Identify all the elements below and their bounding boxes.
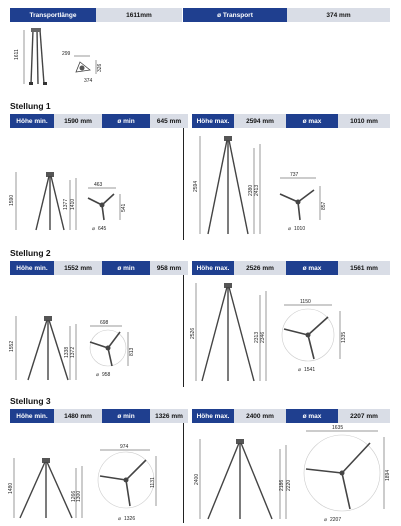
s1-min-d-label: ø min [102,114,150,128]
transport-length-value: 1611mm [96,8,182,22]
s2-min-height-label: Höhe min. [10,261,54,275]
svg-text:⌀: ⌀ [288,226,292,232]
s1-max-height-value: 2594 mm [234,114,286,128]
s2-max-height-label: Höhe max. [192,261,234,275]
s3-max-height-dim: 2400 [194,473,200,485]
s1-max-h-dim: 857 [321,201,327,210]
s1-min-h-dim: 541 [121,203,127,212]
svg-text:⌀: ⌀ [92,226,96,232]
transport-diagram [4,26,124,92]
s2-max-diagram [186,277,391,389]
s1-min-d-value: 645 mm [150,114,188,128]
s3-min-height-value: 1480 mm [54,409,102,423]
s2-min-d-label: ø min [102,261,150,275]
s1-min-h2-dim: 1377 [63,198,69,210]
s3-max-d-value: 2207 mm [338,409,390,423]
s3-min-diagram [4,436,179,524]
stellung-1-bar [10,114,390,128]
s2-min-h3-dim: 1372 [70,346,76,358]
s3-min-d-label: ø min [102,409,150,423]
s1-max-h3-dim: 2413 [254,184,260,196]
s3-max-d-dim: 2207 [330,517,342,523]
s1-min-height-dim: 1590 [9,194,15,206]
stellung-3-bar [10,409,390,423]
s2-min-height-dim: 1552 [9,340,15,352]
s1-min-d-dim: 645 [98,226,107,232]
s2-min-h-dim: 813 [129,347,135,356]
s2-divider [183,275,184,387]
transport-diameter-label: ø Transport [183,8,287,22]
s3-min-w-dim: 974 [120,444,129,450]
s2-max-h2-dim: 2313 [254,331,260,343]
s3-min-height-dim: 1480 [8,482,14,494]
s2-max-w-dim: 1150 [300,299,311,305]
s2-min-w-dim: 698 [100,320,109,326]
s1-max-diagram [186,130,391,242]
s2-min-d-value: 958 mm [150,261,188,275]
s3-min-d-dim: 1326 [124,516,136,522]
s3-min-d-value: 1326 mm [150,409,188,423]
s2-max-h-dim: 1335 [341,331,347,343]
s3-max-h-dim: 1894 [385,469,391,481]
transport-height-label: 1611 [14,49,20,60]
s1-max-height-dim: 2594 [193,180,199,192]
s2-max-height-dim: 2526 [190,327,196,339]
transport-length-label: Transportlänge [10,8,96,22]
stellung-2-title: Stellung 2 [10,248,51,258]
s3-max-h3-dim: 2220 [286,479,292,491]
s1-max-w-dim: 737 [290,172,299,178]
stellung-2-bar [10,261,390,275]
transport-h1-label: 326 [97,63,103,72]
s3-max-diagram [186,423,396,525]
s3-max-height-label: Höhe max. [192,409,234,423]
s2-max-d-label: ø max [286,261,338,275]
s2-max-d-dim: 1541 [304,367,316,373]
s2-max-h3-dim: 2346 [260,331,266,343]
transport-bar [10,8,390,22]
transport-d-label: 374 [84,78,93,84]
s1-max-height-label: Höhe max. [192,114,234,128]
svg-text:⌀: ⌀ [324,517,328,523]
s2-min-d-dim: 958 [102,372,111,378]
s2-min-h2-dim: 1338 [64,346,70,358]
s3-divider [183,423,184,523]
s3-min-height-label: Höhe min. [10,409,54,423]
s1-min-diagram [4,150,179,240]
s3-min-h2-dim: 1266 [71,490,77,502]
svg-text:⌀: ⌀ [96,372,100,378]
s2-max-height-value: 2526 mm [234,261,286,275]
svg-text:⌀: ⌀ [298,367,302,373]
s3-max-w-dim: 1635 [332,425,344,431]
s3-max-height-value: 2400 mm [234,409,286,423]
s2-min-height-value: 1552 mm [54,261,102,275]
s1-max-d-value: 1010 mm [338,114,390,128]
s1-max-d-label: ø max [286,114,338,128]
s1-max-h2-dim: 2380 [248,184,254,196]
s3-max-d-label: ø max [286,409,338,423]
s3-min-h3-dim: 1300 [76,490,82,502]
s1-max-d-dim: 1010 [294,226,306,232]
s3-min-h-dim: 1131 [150,477,156,488]
transport-w1-label: 299 [62,51,71,57]
transport-diameter-value: 374 mm [287,8,390,22]
s1-min-height-value: 1590 mm [54,114,102,128]
svg-text:⌀: ⌀ [118,516,122,522]
s3-max-h2-dim: 2186 [279,479,285,491]
s1-min-height-label: Höhe min. [10,114,54,128]
stellung-3-title: Stellung 3 [10,396,51,406]
s1-min-h3-dim: 1410 [70,198,76,210]
s1-divider [183,128,184,240]
s1-min-w-dim: 463 [94,182,103,188]
s2-min-diagram [4,296,179,388]
s2-max-d-value: 1561 mm [338,261,390,275]
stellung-1-title: Stellung 1 [10,101,51,111]
